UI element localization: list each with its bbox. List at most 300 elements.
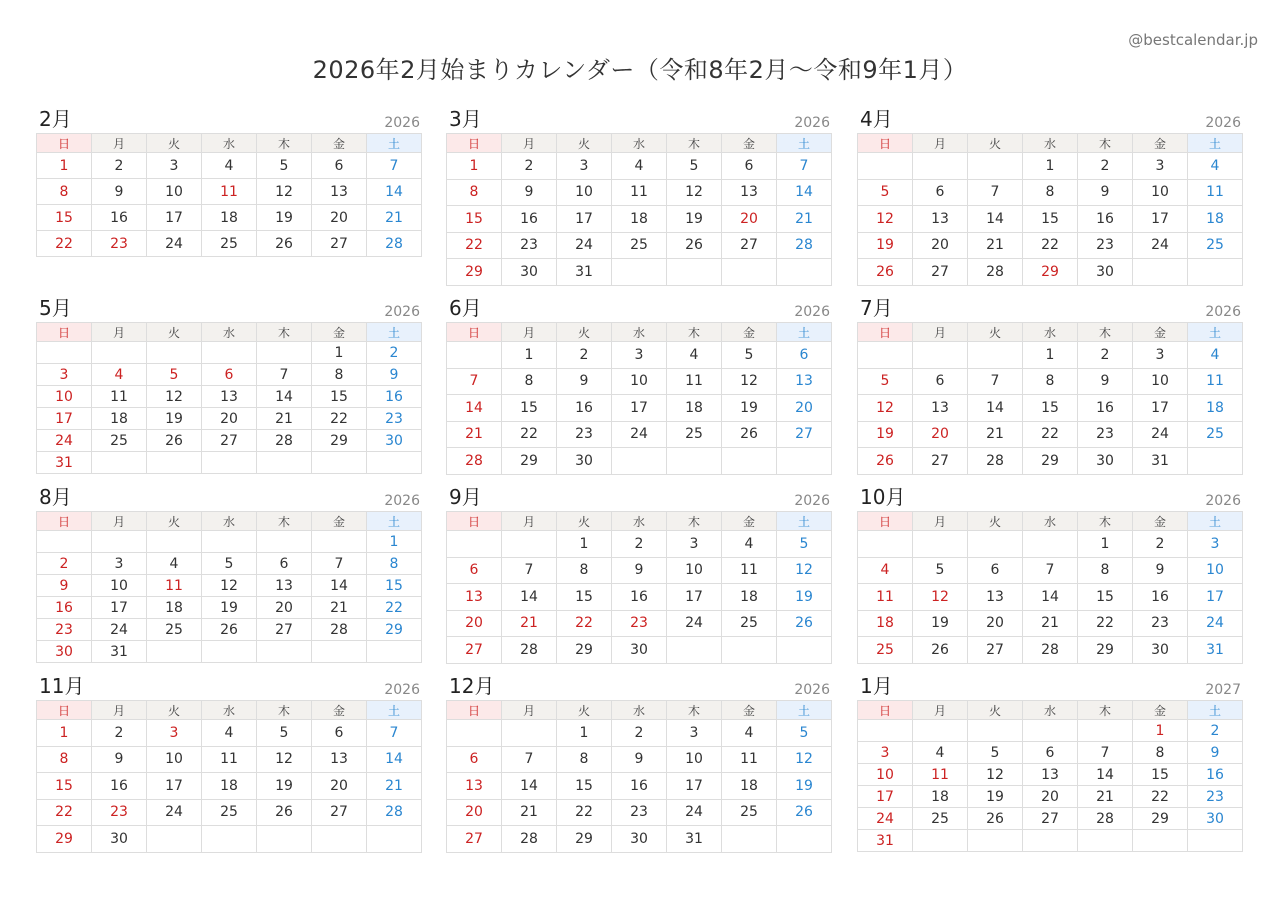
weekday-label: 金 <box>1133 323 1188 342</box>
day-cell: 21 <box>968 232 1023 259</box>
day-cell: 27 <box>913 448 968 475</box>
day-cell: 26 <box>667 232 722 259</box>
day-cell: 30 <box>1133 637 1188 664</box>
day-cell: 27 <box>447 826 502 853</box>
day-cell: 13 <box>913 206 968 233</box>
day-cell: 31 <box>37 452 92 474</box>
day-cell: 14 <box>968 395 1023 422</box>
day-cell: 6 <box>722 153 777 180</box>
day-cell: 6 <box>312 720 367 747</box>
day-cell: 3 <box>147 720 202 747</box>
day-cell: 25 <box>202 231 257 257</box>
day-cell: 15 <box>447 206 502 233</box>
day-cell: 30 <box>37 641 92 663</box>
weekday-label: 土 <box>777 134 832 153</box>
week-row <box>447 206 832 233</box>
weekday-label: 火 <box>968 512 1023 531</box>
day-cell: 18 <box>913 786 968 808</box>
day-cell: 1 <box>557 720 612 747</box>
day-cell: 26 <box>202 619 257 641</box>
day-cell: 8 <box>367 553 422 575</box>
day-cell: 17 <box>147 205 202 231</box>
day-cell: 19 <box>777 584 832 611</box>
day-cell: 19 <box>257 773 312 800</box>
month-header <box>36 108 422 132</box>
day-cell: 14 <box>1023 584 1078 611</box>
day-cell: 30 <box>92 826 147 853</box>
day-cell: 16 <box>612 773 667 800</box>
day-cell: 3 <box>1188 531 1243 558</box>
month-name: 7月 <box>860 296 893 320</box>
day-cell: 13 <box>447 773 502 800</box>
day-cell: 1 <box>502 342 557 369</box>
weekday-label: 金 <box>722 323 777 342</box>
day-cell <box>913 720 968 742</box>
day-cell: 21 <box>257 408 312 430</box>
day-cell <box>257 531 312 553</box>
weekday-header-row <box>858 701 1243 720</box>
day-cell: 2 <box>612 531 667 558</box>
day-cell: 2 <box>37 553 92 575</box>
day-cell: 15 <box>557 584 612 611</box>
day-cell <box>1023 720 1078 742</box>
day-cell: 19 <box>858 421 913 448</box>
day-cell: 14 <box>447 395 502 422</box>
day-cell: 31 <box>858 830 913 852</box>
day-cell: 16 <box>1133 584 1188 611</box>
weekday-label: 火 <box>147 323 202 342</box>
week-row <box>37 553 422 575</box>
weekday-header-row <box>37 701 422 720</box>
week-row <box>858 764 1243 786</box>
day-cell: 8 <box>1078 557 1133 584</box>
week-row <box>447 259 832 286</box>
weekday-label: 水 <box>1023 701 1078 720</box>
day-cell: 15 <box>312 386 367 408</box>
weekday-header-row <box>447 323 832 342</box>
day-cell: 29 <box>557 826 612 853</box>
day-cell: 18 <box>202 205 257 231</box>
weekday-label: 金 <box>1133 512 1188 531</box>
day-cell: 4 <box>667 342 722 369</box>
day-cell <box>1188 830 1243 852</box>
day-cell: 17 <box>92 597 147 619</box>
day-cell <box>202 342 257 364</box>
weekday-label: 月 <box>913 512 968 531</box>
day-cell: 3 <box>1133 153 1188 180</box>
day-cell: 17 <box>667 584 722 611</box>
day-cell: 26 <box>913 637 968 664</box>
day-cell: 1 <box>1078 531 1133 558</box>
day-cell: 11 <box>147 575 202 597</box>
day-cell: 30 <box>557 448 612 475</box>
day-cell: 26 <box>777 610 832 637</box>
week-row <box>447 610 832 637</box>
week-row <box>858 179 1243 206</box>
day-cell: 18 <box>1188 395 1243 422</box>
day-cell: 28 <box>777 232 832 259</box>
day-cell: 27 <box>312 231 367 257</box>
weekday-label: 日 <box>37 701 92 720</box>
day-cell: 2 <box>1133 531 1188 558</box>
day-cell: 12 <box>777 557 832 584</box>
month-name: 12月 <box>449 674 495 698</box>
day-cell: 11 <box>612 179 667 206</box>
weekday-label: 土 <box>777 512 832 531</box>
month-header <box>446 675 832 699</box>
day-cell <box>367 826 422 853</box>
month-table <box>857 322 1243 475</box>
day-cell <box>968 153 1023 180</box>
day-cell <box>147 826 202 853</box>
page-title: 2026年2月始まりカレンダー（令和8年2月〜令和9年1月） <box>312 56 968 84</box>
day-cell: 29 <box>312 430 367 452</box>
day-cell <box>92 452 147 474</box>
day-cell <box>257 342 312 364</box>
day-cell: 22 <box>37 231 92 257</box>
day-cell: 24 <box>147 231 202 257</box>
day-cell: 23 <box>1188 786 1243 808</box>
month-name: 1月 <box>860 674 893 698</box>
day-cell <box>1188 259 1243 286</box>
day-cell: 18 <box>1188 206 1243 233</box>
day-cell: 16 <box>367 386 422 408</box>
month-year: 2026 <box>794 682 830 698</box>
day-cell: 11 <box>202 179 257 205</box>
weekday-label: 水 <box>612 134 667 153</box>
day-cell: 23 <box>92 799 147 826</box>
day-cell: 10 <box>1188 557 1243 584</box>
month-name: 2月 <box>39 107 72 131</box>
month-header <box>36 297 422 321</box>
day-cell: 25 <box>92 430 147 452</box>
week-row <box>858 531 1243 558</box>
weekday-header-row <box>447 134 832 153</box>
day-cell: 28 <box>1023 637 1078 664</box>
day-cell: 16 <box>37 597 92 619</box>
day-cell: 26 <box>777 799 832 826</box>
day-cell: 18 <box>147 597 202 619</box>
day-cell: 16 <box>92 773 147 800</box>
month-table <box>446 133 832 286</box>
day-cell: 20 <box>777 395 832 422</box>
day-cell: 13 <box>447 584 502 611</box>
month-calendar <box>36 297 422 474</box>
day-cell: 23 <box>37 619 92 641</box>
day-cell: 31 <box>557 259 612 286</box>
day-cell: 12 <box>202 575 257 597</box>
day-cell: 23 <box>502 232 557 259</box>
week-row <box>37 597 422 619</box>
day-cell: 29 <box>1078 637 1133 664</box>
day-cell: 30 <box>1188 808 1243 830</box>
day-cell: 10 <box>612 368 667 395</box>
day-cell: 10 <box>667 746 722 773</box>
day-cell: 16 <box>557 395 612 422</box>
week-row <box>858 206 1243 233</box>
day-cell: 20 <box>312 205 367 231</box>
week-row <box>37 452 422 474</box>
weekday-label: 日 <box>447 134 502 153</box>
day-cell: 30 <box>367 430 422 452</box>
month-name: 5月 <box>39 296 72 320</box>
day-cell: 24 <box>612 421 667 448</box>
day-cell: 9 <box>1133 557 1188 584</box>
day-cell: 25 <box>202 799 257 826</box>
weekday-label: 金 <box>312 134 367 153</box>
day-cell: 11 <box>858 584 913 611</box>
day-cell: 4 <box>858 557 913 584</box>
day-cell: 10 <box>1133 179 1188 206</box>
weekday-label: 金 <box>312 323 367 342</box>
weekday-header-row <box>37 323 422 342</box>
weekday-label: 日 <box>37 512 92 531</box>
weekday-label: 火 <box>557 323 612 342</box>
day-cell: 22 <box>37 799 92 826</box>
day-cell: 6 <box>447 746 502 773</box>
week-row <box>858 342 1243 369</box>
weekday-label: 木 <box>667 701 722 720</box>
weekday-header-row <box>858 323 1243 342</box>
day-cell: 31 <box>92 641 147 663</box>
week-row <box>37 773 422 800</box>
day-cell: 7 <box>257 364 312 386</box>
day-cell: 17 <box>667 773 722 800</box>
day-cell: 5 <box>913 557 968 584</box>
day-cell: 5 <box>722 342 777 369</box>
month-table <box>857 133 1243 286</box>
day-cell: 24 <box>667 799 722 826</box>
day-cell: 23 <box>612 610 667 637</box>
day-cell <box>502 531 557 558</box>
day-cell: 20 <box>447 799 502 826</box>
day-cell: 7 <box>968 179 1023 206</box>
day-cell: 6 <box>1023 742 1078 764</box>
week-row <box>858 786 1243 808</box>
day-cell: 12 <box>968 764 1023 786</box>
day-cell: 9 <box>1078 179 1133 206</box>
day-cell: 18 <box>667 395 722 422</box>
day-cell <box>367 452 422 474</box>
day-cell: 16 <box>502 206 557 233</box>
day-cell: 19 <box>968 786 1023 808</box>
weekday-label: 水 <box>612 701 667 720</box>
day-cell <box>147 641 202 663</box>
day-cell <box>312 452 367 474</box>
day-cell: 9 <box>37 575 92 597</box>
weekday-label: 月 <box>92 323 147 342</box>
day-cell: 14 <box>777 179 832 206</box>
day-cell <box>147 452 202 474</box>
week-row <box>858 637 1243 664</box>
month-header <box>36 486 422 510</box>
day-cell: 11 <box>1188 179 1243 206</box>
day-cell: 17 <box>1133 395 1188 422</box>
month-table <box>36 133 422 257</box>
day-cell: 21 <box>447 421 502 448</box>
month-name: 10月 <box>860 485 906 509</box>
day-cell <box>777 826 832 853</box>
day-cell <box>722 259 777 286</box>
day-cell: 14 <box>367 746 422 773</box>
day-cell: 22 <box>1133 786 1188 808</box>
weekday-label: 火 <box>147 512 202 531</box>
week-row <box>858 395 1243 422</box>
day-cell: 12 <box>722 368 777 395</box>
day-cell: 19 <box>257 205 312 231</box>
day-cell: 20 <box>257 597 312 619</box>
day-cell: 30 <box>612 637 667 664</box>
day-cell: 8 <box>1023 179 1078 206</box>
day-cell: 3 <box>1133 342 1188 369</box>
day-cell <box>257 826 312 853</box>
weekday-label: 金 <box>1133 134 1188 153</box>
day-cell: 6 <box>202 364 257 386</box>
day-cell <box>1188 448 1243 475</box>
day-cell: 25 <box>1188 232 1243 259</box>
month-table <box>36 511 422 663</box>
day-cell: 17 <box>1133 206 1188 233</box>
day-cell: 8 <box>37 179 92 205</box>
day-cell: 2 <box>92 153 147 179</box>
day-cell <box>1133 830 1188 852</box>
day-cell: 15 <box>1023 395 1078 422</box>
day-cell: 21 <box>1078 786 1133 808</box>
day-cell: 17 <box>557 206 612 233</box>
day-cell <box>667 637 722 664</box>
weekday-label: 日 <box>447 323 502 342</box>
day-cell: 3 <box>667 720 722 747</box>
month-calendar <box>36 675 422 853</box>
day-cell <box>968 720 1023 742</box>
day-cell: 22 <box>502 421 557 448</box>
day-cell: 26 <box>257 231 312 257</box>
weekday-label: 月 <box>92 512 147 531</box>
day-cell: 9 <box>557 368 612 395</box>
day-cell: 20 <box>202 408 257 430</box>
day-cell: 27 <box>1023 808 1078 830</box>
week-row <box>858 421 1243 448</box>
day-cell: 28 <box>1078 808 1133 830</box>
day-cell: 8 <box>1023 368 1078 395</box>
day-cell <box>447 342 502 369</box>
day-cell: 1 <box>1023 153 1078 180</box>
weekday-label: 金 <box>722 134 777 153</box>
weekday-label: 金 <box>722 512 777 531</box>
month-name: 4月 <box>860 107 893 131</box>
month-header <box>857 486 1243 510</box>
day-cell: 31 <box>667 826 722 853</box>
weekday-label: 金 <box>1133 701 1188 720</box>
day-cell: 29 <box>447 259 502 286</box>
weekday-label: 月 <box>913 134 968 153</box>
day-cell: 19 <box>667 206 722 233</box>
day-cell: 15 <box>502 395 557 422</box>
day-cell: 18 <box>722 773 777 800</box>
day-cell: 9 <box>612 746 667 773</box>
month-table <box>36 322 422 474</box>
weekday-label: 土 <box>1188 701 1243 720</box>
day-cell: 6 <box>312 153 367 179</box>
day-cell: 5 <box>257 720 312 747</box>
day-cell: 4 <box>722 720 777 747</box>
day-cell <box>92 342 147 364</box>
week-row <box>37 430 422 452</box>
week-row <box>37 153 422 179</box>
day-cell <box>202 531 257 553</box>
week-row <box>858 368 1243 395</box>
day-cell: 11 <box>1188 368 1243 395</box>
day-cell: 5 <box>777 531 832 558</box>
month-year: 2026 <box>1205 304 1241 320</box>
weekday-label: 木 <box>257 134 312 153</box>
site-credit: @bestcalendar.jp <box>1128 31 1258 49</box>
day-cell <box>858 720 913 742</box>
month-table <box>446 700 832 853</box>
day-cell: 11 <box>722 557 777 584</box>
day-cell: 13 <box>1023 764 1078 786</box>
weekday-label: 火 <box>557 512 612 531</box>
day-cell <box>777 448 832 475</box>
day-cell: 10 <box>858 764 913 786</box>
day-cell: 12 <box>913 584 968 611</box>
day-cell: 6 <box>968 557 1023 584</box>
day-cell: 16 <box>612 584 667 611</box>
day-cell: 11 <box>667 368 722 395</box>
day-cell: 28 <box>257 430 312 452</box>
day-cell: 16 <box>1188 764 1243 786</box>
day-cell: 12 <box>257 179 312 205</box>
month-table <box>36 700 422 853</box>
day-cell <box>147 342 202 364</box>
day-cell: 2 <box>1078 342 1133 369</box>
weekday-label: 土 <box>367 701 422 720</box>
month-header <box>36 675 422 699</box>
day-cell: 10 <box>147 746 202 773</box>
month-name: 8月 <box>39 485 72 509</box>
day-cell: 7 <box>502 746 557 773</box>
day-cell: 5 <box>777 720 832 747</box>
day-cell: 3 <box>667 531 722 558</box>
day-cell <box>858 342 913 369</box>
month-header <box>446 486 832 510</box>
day-cell: 22 <box>447 232 502 259</box>
day-cell: 14 <box>502 773 557 800</box>
day-cell: 22 <box>557 610 612 637</box>
day-cell: 27 <box>447 637 502 664</box>
day-cell: 21 <box>502 610 557 637</box>
week-row <box>447 799 832 826</box>
weekday-label: 木 <box>1078 134 1133 153</box>
day-cell: 21 <box>1023 610 1078 637</box>
weekday-label: 火 <box>968 701 1023 720</box>
month-table <box>857 511 1243 664</box>
week-row <box>447 557 832 584</box>
day-cell <box>502 720 557 747</box>
weekday-label: 日 <box>858 323 913 342</box>
day-cell: 3 <box>612 342 667 369</box>
day-cell <box>202 641 257 663</box>
day-cell: 23 <box>612 799 667 826</box>
week-row <box>447 720 832 747</box>
day-cell: 20 <box>1023 786 1078 808</box>
weekday-label: 日 <box>858 701 913 720</box>
day-cell: 13 <box>257 575 312 597</box>
week-row <box>447 232 832 259</box>
weekday-label: 月 <box>502 323 557 342</box>
week-row <box>447 637 832 664</box>
weekday-header-row <box>37 512 422 531</box>
